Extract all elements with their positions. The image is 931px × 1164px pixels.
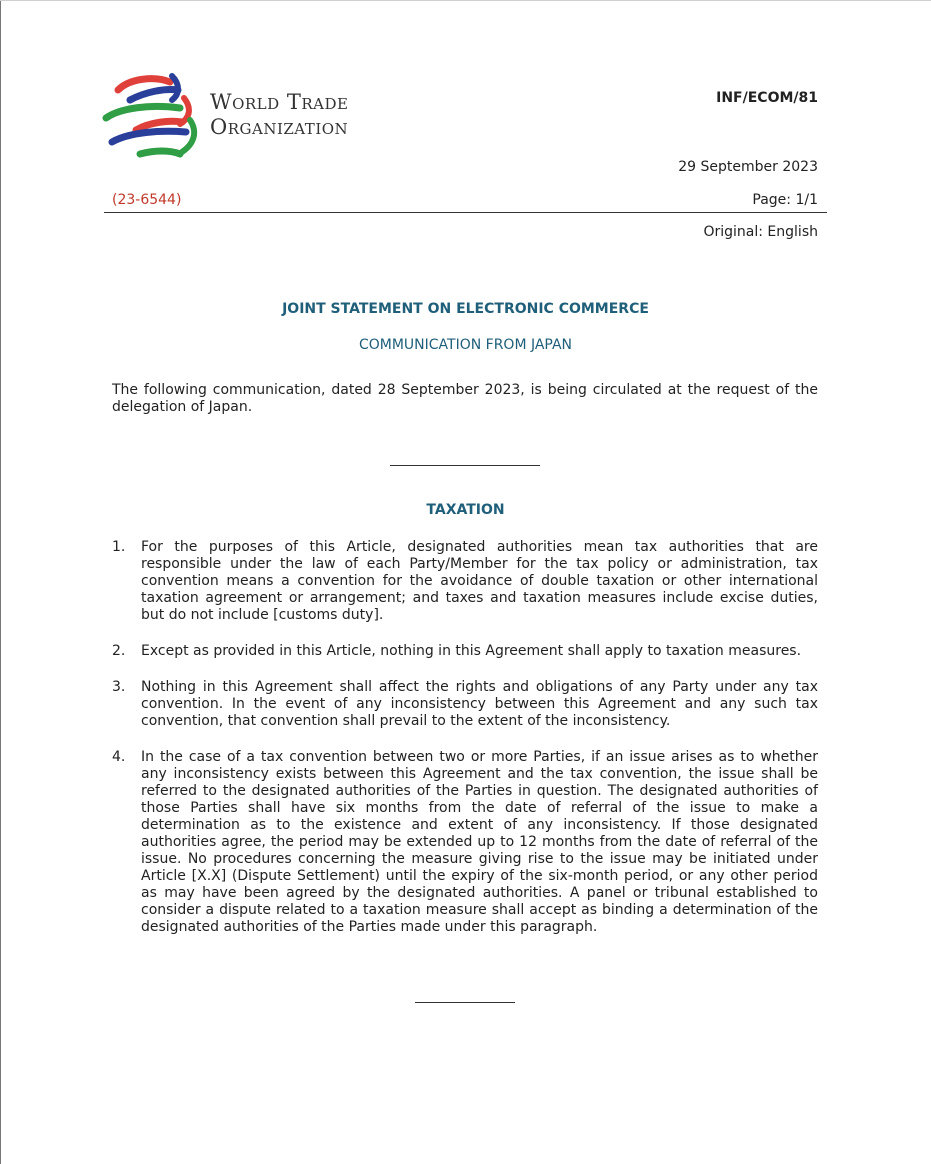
item-number: 1. [112, 539, 126, 555]
item-text: Nothing in this Agreement shall affect the rights and obligations of any Party under any tax convention. In the event of any inconsistency between this Agreement and any such tax convention, that convention shall prevail to the extent of the inconsistency. [141, 679, 818, 729]
item-number: 2. [112, 643, 126, 659]
intro-paragraph: The following communication, dated 28 September 2023, is being circulated at the request of the delegation of Japan. [112, 382, 818, 415]
item-text: In the case of a tax convention between two or more Parties, if an issue arises as to whether any inconsistency exists between this Agreement and the tax convention, the issue shall be referred to the designated authorities of the Parties in question. The designated authorities of those Parties shall have six months from the date of referral of the issue to make a determination as to the existence and extent of any inconsistency. If those designated authorities agree, the period may be extended up to 12 months from the date of referral of the issue. No procedures concerning the measure giving rise to the issue may be initiated under Article [X.X] (Dispute Settlement) until the expiry of the six-month period, or any other period as may have been agreed by the designated authorities. A panel or tribunal established to consider a dispute related to a taxation measure shall accept as binding a determination of the designated authorities of the Parties made under this paragraph. [141, 749, 818, 935]
header-divider [104, 212, 827, 213]
original-language: Original: English [703, 224, 818, 240]
page-edge [0, 0, 1, 1164]
section-separator [390, 465, 540, 466]
list-item [112, 539, 818, 624]
document-symbol: INF/ECOM/81 [716, 90, 818, 106]
org-name-line-2: Organization [210, 115, 349, 139]
list-item [112, 679, 818, 730]
item-text: Except as provided in this Article, nothing in this Agreement shall apply to taxation measures. [141, 643, 802, 659]
list-item [112, 749, 818, 936]
document-title: JOINT STATEMENT ON ELECTRONIC COMMERCE [282, 301, 649, 317]
end-separator [415, 1002, 515, 1003]
item-number: 3. [112, 679, 126, 695]
page-edge-top [0, 0, 931, 1]
wto-logo-icon [100, 70, 200, 162]
document-number: (23-6544) [112, 192, 182, 208]
org-name-line-1: World Trade [210, 90, 349, 114]
list-item [112, 643, 818, 660]
page-number: Page: 1/1 [752, 192, 818, 208]
section-title: TAXATION [426, 502, 505, 518]
document-date: 29 September 2023 [678, 159, 818, 175]
item-text: For the purposes of this Article, designated authorities mean tax authorities that are responsible under the law of each Party/Member for the tax policy or administration, tax convention means a convention for the avoidance of double taxation or other international taxation agreement or arrangement; and taxes and taxation measures include excise duties, but do not include [customs duty]. [141, 539, 818, 623]
item-number: 4. [112, 749, 126, 765]
article-items [112, 539, 818, 955]
document-subtitle: COMMUNICATION FROM JAPAN [358, 337, 573, 353]
organization-name [210, 90, 348, 140]
